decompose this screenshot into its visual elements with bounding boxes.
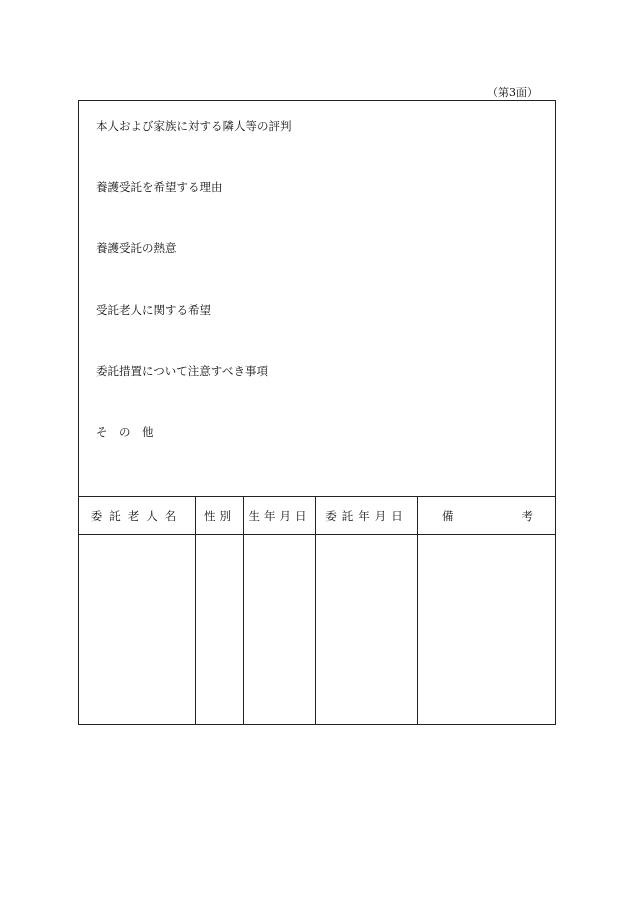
header-consignment-date-text: 委託年月日 — [325, 508, 408, 523]
table-row — [79, 535, 555, 725]
cell-birth-date[interactable] — [244, 535, 316, 725]
table-header-row — [79, 497, 555, 535]
header-sex-text: 性別 — [204, 508, 235, 523]
header-birth-date-text: 生年月日 — [248, 508, 311, 523]
other-label: そ の 他 — [96, 425, 154, 439]
cell-elderly-name[interactable] — [79, 535, 196, 725]
header-remarks-left: 備 — [442, 508, 454, 523]
consignment-record-table — [79, 497, 555, 724]
page-number-label: （第3面） — [487, 86, 538, 99]
assessment-section — [79, 101, 555, 497]
consignment-notes-label: 委託措置について注意すべき事項 — [96, 364, 269, 378]
header-remarks — [418, 497, 556, 535]
cell-consignment-date[interactable] — [316, 535, 418, 725]
header-elderly-name-text: 委託老人名 — [90, 508, 184, 523]
enthusiasm-label: 養護受託の熱意 — [96, 241, 177, 255]
header-consignment-date — [316, 497, 418, 535]
reason-for-request-label: 養護受託を希望する理由 — [96, 180, 223, 194]
elderly-preference-label: 受託老人に関する希望 — [96, 303, 211, 317]
header-elderly-name — [79, 497, 196, 535]
header-remarks-right: 考 — [521, 508, 533, 523]
cell-sex[interactable] — [196, 535, 244, 725]
header-sex — [196, 497, 244, 535]
form-frame — [78, 100, 556, 725]
neighbor-reputation-label: 本人および家族に対する隣人等の評判 — [96, 119, 292, 133]
cell-remarks[interactable] — [418, 535, 556, 725]
header-birth-date — [244, 497, 316, 535]
